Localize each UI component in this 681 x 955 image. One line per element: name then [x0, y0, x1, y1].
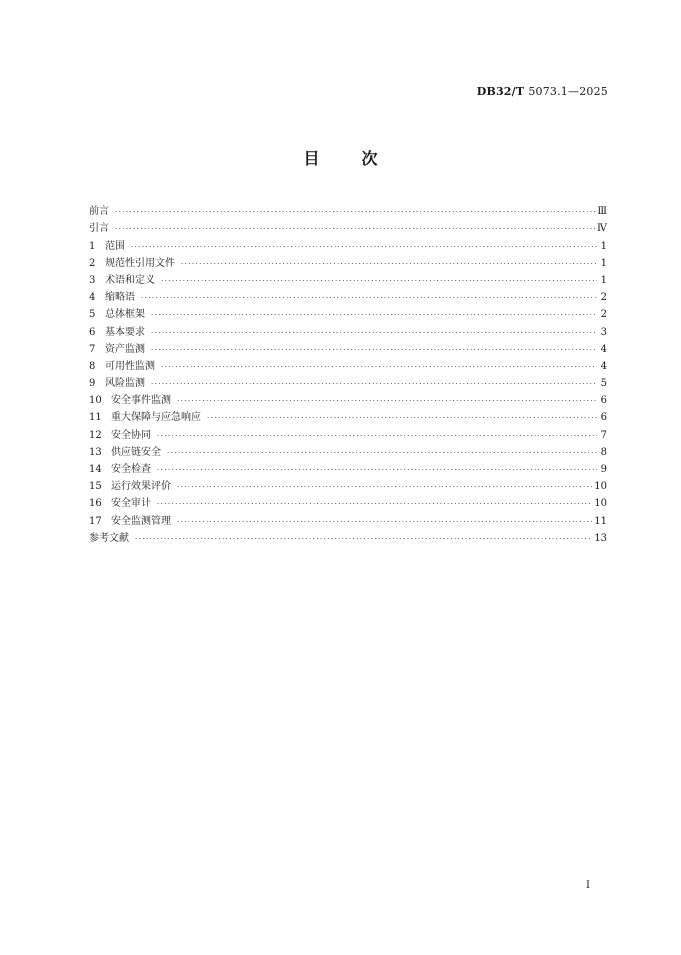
toc-entry-number: 14 [89, 464, 102, 475]
toc-entry-title: 重大保障与应急响应 [111, 412, 201, 424]
toc-entry-page: 4 [600, 343, 607, 355]
toc-entry[interactable] [89, 390, 607, 407]
toc-leader-dots [151, 346, 597, 354]
toc-entry[interactable] [89, 235, 607, 252]
toc-entry-page: 13 [594, 532, 607, 544]
toc-entry-title: 安全审计 [111, 498, 151, 510]
toc-entry-page: 2 [600, 309, 607, 321]
toc-leader-dots [151, 311, 597, 319]
toc-entry-page: 1 [600, 257, 607, 269]
toc-entry-page: 8 [600, 446, 607, 458]
toc-entry-page: 2 [600, 292, 607, 304]
toc-entry-label [89, 241, 125, 253]
toc-entry-number: 17 [89, 515, 102, 527]
toc-entry-number: 10 [89, 395, 102, 407]
toc-leader-dots [115, 225, 595, 233]
toc-entry-label [89, 395, 171, 407]
toc-entry[interactable] [89, 510, 607, 527]
document-code-number: 5073.1—2025 [528, 85, 608, 98]
toc-entry-label [89, 223, 109, 235]
toc-entry[interactable] [89, 476, 607, 493]
toc-entry-label [89, 292, 135, 304]
toc-entry-page: 7 [600, 429, 607, 441]
toc-entry-page: 6 [600, 395, 607, 407]
toc-entry-label [89, 344, 145, 356]
toc-leader-dots [141, 294, 597, 302]
toc-entry-title: 安全检查 [111, 464, 151, 475]
toc-entry[interactable] [89, 442, 607, 459]
toc-entry-number: 13 [89, 446, 102, 458]
toc-entry-label [89, 309, 145, 321]
toc-entry-title: 规范性引用文件 [105, 257, 175, 269]
toc-entry-number: 16 [89, 498, 102, 510]
toc-entry[interactable] [89, 528, 607, 545]
toc-entry-title: 术语和定义 [105, 274, 155, 286]
toc-entry-page: 1 [600, 240, 607, 252]
toc-entry-label [89, 361, 155, 373]
toc-entry[interactable] [89, 459, 607, 476]
toc-entry[interactable] [89, 201, 607, 218]
toc-leader-dots [161, 363, 597, 371]
toc-entry-title: 安全事件监测 [111, 395, 171, 407]
toc-entry-title: 安全监测管理 [111, 515, 171, 527]
toc-entry-title: 引言 [89, 223, 109, 235]
toc-entry-number: 2 [89, 257, 96, 269]
toc-entry[interactable] [89, 493, 607, 510]
toc-leader-dots [207, 414, 597, 422]
toc-title-char-2: 次 [361, 149, 378, 168]
page-number: I [586, 880, 590, 891]
toc-entry[interactable] [89, 373, 607, 390]
toc-entry-label [89, 481, 171, 493]
toc-leader-dots [167, 449, 597, 457]
toc-entry-label [89, 516, 171, 528]
toc-entry-page: 1 [600, 274, 607, 286]
toc-leader-dots [151, 329, 597, 337]
toc-title-char-1: 目 [303, 149, 320, 168]
toc-entry-label [89, 206, 109, 218]
toc-entry-title: 前言 [89, 206, 109, 218]
toc-entry-number: 1 [89, 240, 96, 252]
toc-entry[interactable] [89, 424, 607, 441]
toc-entry-page: 5 [600, 378, 607, 390]
toc-entry[interactable] [89, 321, 607, 338]
toc-leader-dots [151, 380, 597, 388]
toc-entry-label [89, 327, 145, 339]
toc-leader-dots [135, 535, 592, 543]
toc-entry-label [89, 412, 201, 424]
toc-entry-number: 4 [89, 292, 96, 304]
toc-leader-dots [115, 208, 595, 216]
toc-entry-title: 范围 [105, 240, 125, 252]
toc-entry-number: 15 [89, 481, 102, 493]
document-code [477, 85, 608, 98]
toc-entry-page: 6 [600, 412, 607, 424]
toc-leader-dots [177, 483, 592, 491]
toc-leader-dots [177, 397, 597, 405]
toc-entry-label [89, 378, 145, 390]
toc-entry-title: 参考文献 [89, 532, 129, 544]
toc-entry-number: 9 [89, 378, 96, 390]
toc-leader-dots [131, 243, 597, 251]
table-of-contents [89, 201, 607, 545]
toc-leader-dots [157, 432, 597, 440]
toc-entry-number: 6 [89, 326, 96, 338]
toc-entry-page: 3 [600, 326, 607, 338]
toc-entry-number: 5 [89, 309, 96, 321]
toc-entry-title: 风险监测 [105, 378, 145, 390]
document-code-prefix: DB32/T [476, 85, 525, 98]
toc-entry-page: 11 [594, 515, 607, 527]
toc-entry-title: 基本要求 [105, 326, 145, 338]
toc-entry-page: Ⅳ [597, 223, 607, 235]
toc-leader-dots [181, 260, 597, 268]
toc-entry[interactable] [89, 339, 607, 356]
toc-entry-title: 安全协同 [111, 429, 151, 441]
toc-entry-number: 12 [89, 429, 102, 441]
toc-entry[interactable] [89, 253, 607, 270]
toc-entry-page: 4 [600, 360, 607, 372]
toc-entry-number: 7 [89, 343, 96, 355]
toc-leader-dots [157, 500, 592, 508]
toc-entry[interactable] [89, 304, 607, 321]
toc-entry-title: 供应链安全 [111, 446, 161, 458]
toc-entry-title: 缩略语 [105, 292, 135, 304]
toc-entry[interactable] [89, 218, 607, 235]
toc-entry-page: 9 [600, 464, 607, 475]
toc-entry-number: 11 [89, 412, 102, 424]
toc-entry-title: 可用性监测 [105, 360, 155, 372]
toc-entry-page: Ⅲ [597, 206, 607, 218]
toc-entry-title: 运行效果评价 [111, 481, 171, 493]
toc-leader-dots [161, 277, 597, 285]
toc-entry-title: 总体框架 [105, 309, 145, 321]
toc-entry[interactable] [89, 270, 607, 287]
toc-entry-label [89, 498, 151, 510]
toc-leader-dots [177, 518, 592, 526]
toc-entry-label [89, 464, 151, 476]
toc-entry-label [89, 533, 129, 545]
toc-leader-dots [157, 466, 597, 474]
toc-entry[interactable] [89, 287, 607, 304]
toc-entry-number: 8 [89, 360, 96, 372]
toc-entry-number: 3 [89, 274, 96, 286]
toc-entry-label [89, 275, 155, 287]
toc-entry-page: 10 [594, 498, 607, 510]
toc-entry-page: 10 [594, 481, 607, 493]
toc-entry-label [89, 258, 175, 270]
toc-entry-title: 资产监测 [105, 343, 145, 355]
toc-entry-label [89, 447, 161, 459]
toc-entry[interactable] [89, 407, 607, 424]
toc-title [0, 146, 681, 169]
toc-entry-label [89, 430, 151, 442]
toc-entry[interactable] [89, 356, 607, 373]
